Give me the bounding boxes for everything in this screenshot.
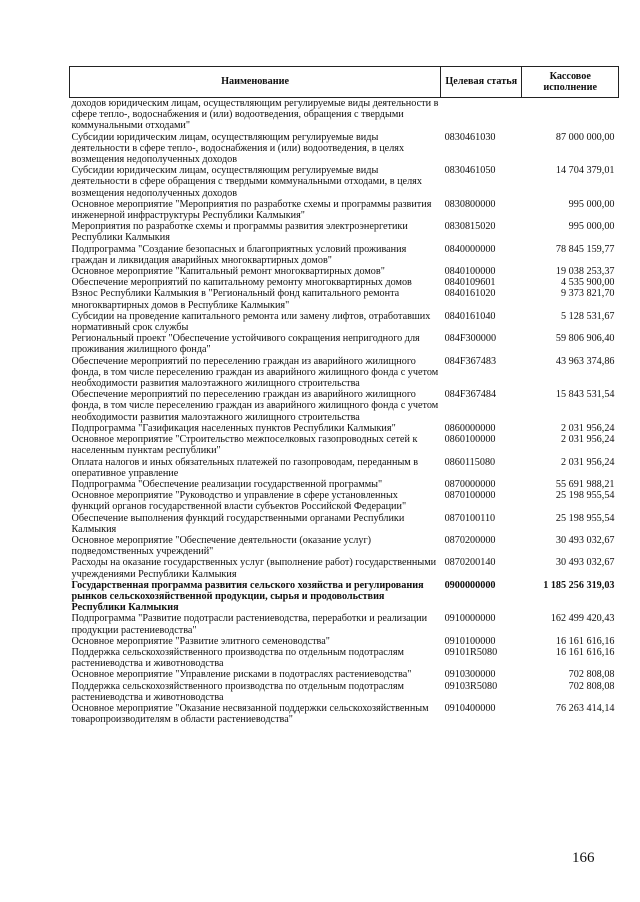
row-amount: 30 493 032,67 bbox=[555, 557, 615, 569]
row-name: Основное мероприятие "Строительство межпоселковых газопроводных сетей к населенным пунктам республики" bbox=[71, 434, 418, 457]
row-amount: 702 808,08 bbox=[568, 669, 615, 681]
table-row bbox=[70, 434, 619, 456]
table-row bbox=[70, 266, 619, 277]
row-amount: 162 499 420,43 bbox=[550, 613, 615, 625]
row-code: 0910400000 bbox=[444, 702, 496, 714]
table-row bbox=[70, 703, 619, 725]
table-row bbox=[70, 165, 619, 199]
row-amount: 76 263 414,14 bbox=[555, 702, 615, 714]
row-name: Обеспечение мероприятий по капитальному ремонту многоквартирных домов bbox=[71, 277, 412, 289]
table-row bbox=[70, 221, 619, 243]
table-row bbox=[70, 669, 619, 680]
table-row bbox=[70, 333, 619, 355]
table-row bbox=[70, 389, 619, 423]
row-code: 0830461050 bbox=[444, 165, 496, 177]
header-code: Целевая статья bbox=[441, 67, 522, 98]
row-name: Обеспечение выполнения функций государственными органами Республики Калмыкия bbox=[71, 512, 405, 535]
row-code: 09103R5080 bbox=[444, 680, 498, 692]
row-code: 0840161020 bbox=[444, 288, 496, 300]
row-code: 084F367483 bbox=[444, 355, 497, 367]
row-amount: 14 704 379,01 bbox=[555, 165, 615, 177]
row-name: Субсидии юридическим лицам, осуществляющим регулируемые виды деятельности в сфере обращения с твердыми коммунальными отходами, в целях возмещения недополученных доходов bbox=[71, 165, 422, 199]
row-code: 0860100000 bbox=[444, 434, 496, 446]
table-row bbox=[70, 423, 619, 434]
page-number: 166 bbox=[572, 850, 595, 866]
row-name: Поддержка сельскохозяйственного производства по отдельным подотраслям растениеводства и животноводства bbox=[71, 646, 404, 670]
row-amount: 4 535 900,00 bbox=[561, 277, 615, 289]
row-code: 0840161040 bbox=[444, 310, 496, 322]
row-amount: 2 031 956,24 bbox=[561, 456, 615, 468]
row-code: 0900000000 bbox=[444, 579, 496, 591]
table-row bbox=[70, 490, 619, 512]
row-amount: 25 198 955,54 bbox=[555, 512, 615, 524]
table-row bbox=[70, 132, 619, 166]
table-row bbox=[70, 98, 619, 132]
table-row bbox=[70, 244, 619, 266]
row-amount: 19 038 253,37 bbox=[555, 266, 615, 278]
row-amount: 43 963 374,86 bbox=[555, 355, 615, 367]
row-amount: 87 000 000,00 bbox=[555, 131, 615, 143]
table-row bbox=[70, 681, 619, 703]
table-row bbox=[70, 613, 619, 635]
table-row bbox=[70, 513, 619, 535]
table-row bbox=[70, 457, 619, 479]
row-code: 09101R5080 bbox=[444, 646, 498, 658]
table-row bbox=[70, 288, 619, 310]
row-code: 0830800000 bbox=[444, 198, 496, 210]
header-name: Наименование bbox=[70, 67, 441, 98]
row-amount: 995 000,00 bbox=[568, 198, 615, 210]
row-amount: 15 843 531,54 bbox=[555, 389, 615, 401]
row-amount: 55 691 988,21 bbox=[555, 478, 615, 490]
row-name: Подпрограмма "Создание безопасных и благоприятных условий проживания граждан и ликвидация аварийных многоквартирных домов" bbox=[71, 243, 407, 266]
row-amount: 2 031 956,24 bbox=[561, 422, 615, 434]
row-amount: 16 161 616,16 bbox=[555, 646, 615, 658]
row-code: 084F300000 bbox=[444, 333, 497, 345]
row-amount: 2 031 956,24 bbox=[561, 434, 615, 446]
row-name: Государственная программа развития сельского хозяйства и регулирования рынков сельскохозяйственной продукции, сырья и продовольствия Республики Калмыкия bbox=[71, 579, 424, 614]
row-amount bbox=[522, 98, 619, 132]
row-code: 0910100000 bbox=[444, 635, 496, 647]
row-name: Оплата налогов и иных обязательных платежей по газопроводам, переданным в оперативное управление bbox=[71, 456, 419, 479]
row-code: 0870000000 bbox=[444, 478, 496, 490]
table-row bbox=[70, 356, 619, 390]
header-amount: Кассовое исполнение bbox=[522, 67, 619, 98]
row-code bbox=[441, 98, 522, 132]
table-row bbox=[70, 580, 619, 614]
row-name: Основное мероприятие "Развитие элитного семеноводства" bbox=[71, 635, 330, 647]
row-amount: 78 845 159,77 bbox=[555, 243, 615, 255]
row-name: Основное мероприятие "Капитальный ремонт многоквартирных домов" bbox=[71, 266, 385, 278]
row-code: 0840109601 bbox=[444, 277, 496, 289]
row-name: Основное мероприятие "Обеспечение деятельности (оказание услуг) подведомственных учреждений" bbox=[71, 534, 372, 558]
row-name: Подпрограмма "Развитие подотрасли растениеводства, переработки и реализации продукции растениеводства" bbox=[71, 613, 428, 636]
row-amount: 5 128 531,67 bbox=[561, 310, 615, 322]
row-name: Основное мероприятие "Мероприятия по разработке схемы и программы развития инженерной инфраструктуры Республики Калмыкия" bbox=[71, 198, 432, 222]
row-amount: 1 185 256 319,03 bbox=[543, 579, 615, 591]
row-name: Взнос Республики Калмыкия в "Региональный фонд капитального ремонта многоквартирных домов в Республике Калмыкия" bbox=[71, 288, 400, 311]
row-name: Поддержка сельскохозяйственного производства по отдельным подотраслям растениеводства и животноводства bbox=[71, 680, 404, 703]
table-row bbox=[70, 647, 619, 669]
row-name: Субсидии на проведение капитального ремонта или замену лифтов, отработавших нормативный срок службы bbox=[71, 310, 431, 334]
row-name: Подпрограмма "Газификация населенных пунктов Республики Калмыкия" bbox=[71, 422, 396, 434]
row-name: Основное мероприятие "Руководство и управление в сфере установленных функций органов государственной власти субъектов Российской Федерации" bbox=[71, 490, 407, 513]
table-row bbox=[70, 479, 619, 490]
row-name: Обеспечение мероприятий по переселению граждан из аварийного жилищного фонда, в том числе переселению граждан из аварийного жилищного фонда с учетом необходимости развития малоэтажного жилищного строительства bbox=[71, 355, 439, 390]
table-row bbox=[70, 199, 619, 221]
table-row bbox=[70, 636, 619, 647]
row-name: Расходы на оказание государственных услуг (выполнение работ) государственными учреждениями Республики Калмыкия bbox=[71, 557, 437, 580]
table-row bbox=[70, 311, 619, 333]
row-amount: 59 806 906,40 bbox=[555, 333, 615, 345]
row-code: 0910000000 bbox=[444, 613, 496, 625]
row-name: Субсидии юридическим лицам, осуществляющим регулируемые виды деятельности в сфере тепло-, водоснабжения и (или) водоотведения, в целях возмещения недополученных доходов bbox=[71, 131, 405, 166]
row-name: Подпрограмма "Обеспечение реализации государственной программы" bbox=[71, 478, 383, 490]
row-name: Региональный проект "Обеспечение устойчивого сокращения непригодного для проживания жилищного фонда" bbox=[71, 333, 420, 356]
row-code: 0870200000 bbox=[444, 534, 496, 546]
row-code: 0860000000 bbox=[444, 422, 496, 434]
row-name: Основное мероприятие "Управление рисками в подотраслях растениеводства" bbox=[71, 669, 412, 681]
row-code: 0870100000 bbox=[444, 490, 496, 502]
row-code: 0910300000 bbox=[444, 669, 496, 681]
row-code: 0870200140 bbox=[444, 557, 496, 569]
row-amount: 995 000,00 bbox=[568, 221, 615, 233]
row-code: 0830461030 bbox=[444, 131, 496, 143]
row-amount: 9 373 821,70 bbox=[561, 288, 615, 300]
table-body bbox=[70, 98, 619, 726]
row-amount: 25 198 955,54 bbox=[555, 490, 615, 502]
table-row bbox=[70, 277, 619, 288]
table-header-row bbox=[70, 67, 619, 98]
row-code: 0860115080 bbox=[444, 456, 496, 468]
row-code: 0870100110 bbox=[444, 512, 496, 524]
table-row bbox=[70, 557, 619, 579]
row-code: 0830815020 bbox=[444, 221, 496, 233]
row-name: Основное мероприятие "Оказание несвязанной поддержки сельскохозяйственным товаропроизводителям в области растениеводства" bbox=[71, 702, 429, 726]
row-code: 0840100000 bbox=[444, 266, 496, 278]
row-name: Обеспечение мероприятий по переселению граждан из аварийного жилищного фонда, в том числе переселению граждан из аварийного жилищного фонда с учетом необходимости развития малоэтажного жилищного строительства bbox=[71, 389, 439, 423]
row-code: 0840000000 bbox=[444, 243, 496, 255]
row-amount: 702 808,08 bbox=[568, 680, 615, 692]
row-name: доходов юридическим лицам, осуществляющим регулируемые виды деятельности в сфере тепло-, водоснабжения и (или) водоотведения, обращения с твердыми коммунальными отходами" bbox=[71, 98, 439, 132]
row-name: Мероприятия по разработке схемы и программы развития электроэнергетики Республики Калмыкия bbox=[71, 221, 408, 244]
row-code: 084F367484 bbox=[444, 389, 497, 401]
row-amount: 30 493 032,67 bbox=[555, 534, 615, 546]
budget-table bbox=[69, 66, 619, 725]
row-amount: 16 161 616,16 bbox=[555, 635, 615, 647]
table-row bbox=[70, 535, 619, 557]
